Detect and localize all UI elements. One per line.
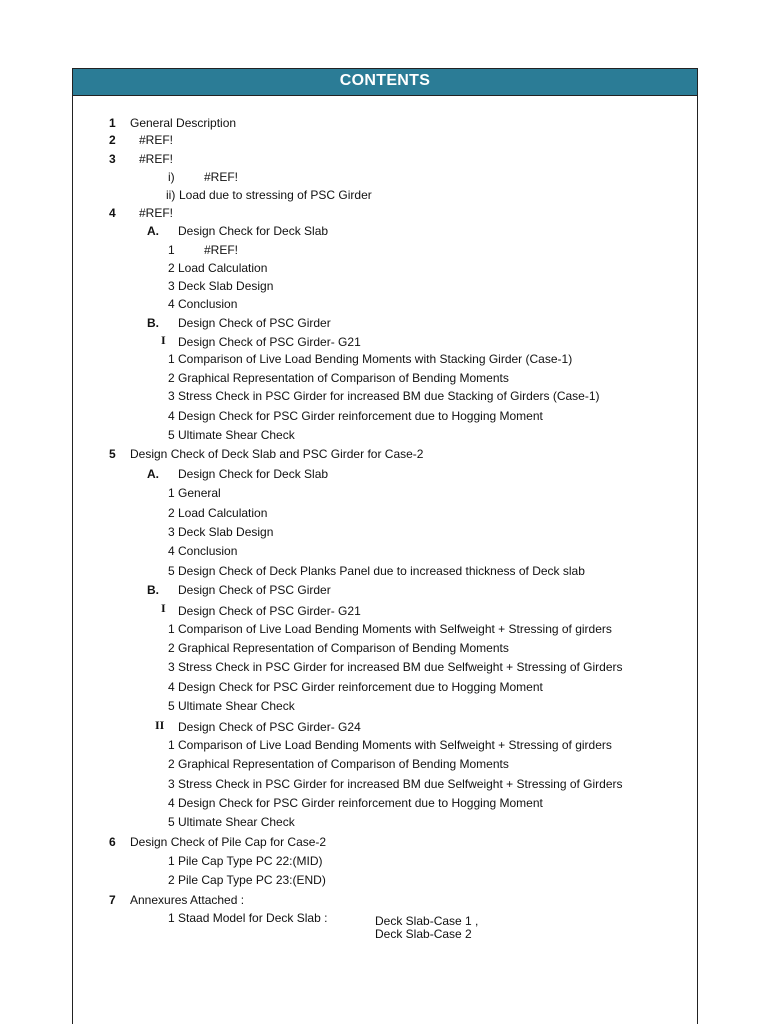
- section-title: Design Check of Deck Slab and PSC Girder for Case-2: [130, 447, 424, 461]
- list-item: 5 Ultimate Shear Check: [168, 428, 295, 442]
- section-title: #REF!: [139, 206, 174, 220]
- list-item: 2 Load Calculation: [168, 261, 268, 275]
- list-item: 3 Deck Slab Design: [168, 525, 274, 539]
- annexure-note: Deck Slab-Case 1 ,: [375, 914, 479, 928]
- annexure-note: Deck Slab-Case 2: [375, 927, 472, 941]
- subitem-number: i): [168, 170, 175, 184]
- girder-title: Design Check of PSC Girder- G21: [178, 604, 361, 618]
- contents-header: [73, 69, 697, 96]
- subsection-letter: A.: [147, 467, 159, 481]
- subsection-letter: B.: [147, 583, 159, 597]
- list-item: 2 Graphical Representation of Comparison of Bending Moments: [168, 371, 509, 385]
- list-item: 5 Design Check of Deck Planks Panel due to increased thickness of Deck slab: [168, 564, 585, 578]
- section-title: #REF!: [139, 152, 174, 166]
- roman-numeral: I: [161, 333, 166, 347]
- list-item: 3 Stress Check in PSC Girder for increased BM due Stacking of Girders (Case-1): [168, 389, 600, 403]
- section-title: Design Check of Pile Cap for Case-2: [130, 835, 327, 849]
- subsection-letter: A.: [147, 224, 159, 238]
- section-number: 6: [109, 835, 116, 849]
- girder-title: Design Check of PSC Girder- G24: [178, 720, 361, 734]
- section-number: 1: [109, 116, 116, 130]
- list-item: 4 Conclusion: [168, 297, 238, 311]
- section-number: 5: [109, 447, 116, 461]
- section-title: General Description: [130, 116, 237, 130]
- list-item: 1 Comparison of Live Load Bending Moments with Selfweight + Stressing of girders: [168, 622, 612, 636]
- roman-numeral: I: [161, 601, 166, 615]
- subsection-title: Design Check of PSC Girder: [178, 583, 331, 597]
- list-item: 2 Graphical Representation of Comparison of Bending Moments: [168, 641, 509, 655]
- list-item: 4 Design Check for PSC Girder reinforcement due to Hogging Moment: [168, 796, 543, 810]
- section-number: 3: [109, 152, 116, 166]
- list-item: 1 Staad Model for Deck Slab :: [168, 911, 328, 925]
- list-item: 1 Comparison of Live Load Bending Moments with Selfweight + Stressing of girders: [168, 738, 612, 752]
- list-item: 3 Deck Slab Design: [168, 279, 274, 293]
- list-item: 4 Design Check for PSC Girder reinforcement due to Hogging Moment: [168, 409, 543, 423]
- section-number: 4: [109, 206, 116, 220]
- list-item: 5 Ultimate Shear Check: [168, 815, 295, 829]
- subsection-title: Design Check for Deck Slab: [178, 224, 329, 238]
- list-item: 3 Stress Check in PSC Girder for increased BM due Selfweight + Stressing of Girders: [168, 777, 623, 791]
- section-number: 2: [109, 133, 116, 147]
- list-item: 1 General: [168, 486, 221, 500]
- roman-numeral: II: [155, 718, 165, 732]
- list-item: 4 Design Check for PSC Girder reinforcement due to Hogging Moment: [168, 680, 543, 694]
- subsection-letter: B.: [147, 316, 159, 330]
- page-title: CONTENTS: [339, 72, 431, 89]
- list-item: 5 Ultimate Shear Check: [168, 699, 295, 713]
- subsection-title: Design Check for Deck Slab: [178, 467, 329, 481]
- subitem-text: #REF!: [204, 170, 239, 184]
- section-title: Annexures Attached :: [130, 893, 245, 907]
- list-item-number: 1: [168, 243, 175, 257]
- list-item: 2 Pile Cap Type PC 23:(END): [168, 873, 326, 887]
- list-item: 2 Graphical Representation of Comparison of Bending Moments: [168, 757, 509, 771]
- list-item: 2 Load Calculation: [168, 506, 268, 520]
- list-item: 1 Comparison of Live Load Bending Moments with Stacking Girder (Case-1): [168, 352, 573, 366]
- girder-title: Design Check of PSC Girder- G21: [178, 335, 361, 349]
- list-item: #REF!: [204, 243, 239, 257]
- subsection-title: Design Check of PSC Girder: [178, 316, 331, 330]
- section-number: 7: [109, 893, 116, 907]
- subitem-text: Load due to stressing of PSC Girder: [179, 188, 372, 202]
- list-item: 3 Stress Check in PSC Girder for increased BM due Selfweight + Stressing of Girders: [168, 660, 623, 674]
- list-item: 4 Conclusion: [168, 544, 238, 558]
- section-title: #REF!: [139, 133, 174, 147]
- subitem-number: ii): [166, 188, 176, 202]
- list-item: 1 Pile Cap Type PC 22:(MID): [168, 854, 323, 868]
